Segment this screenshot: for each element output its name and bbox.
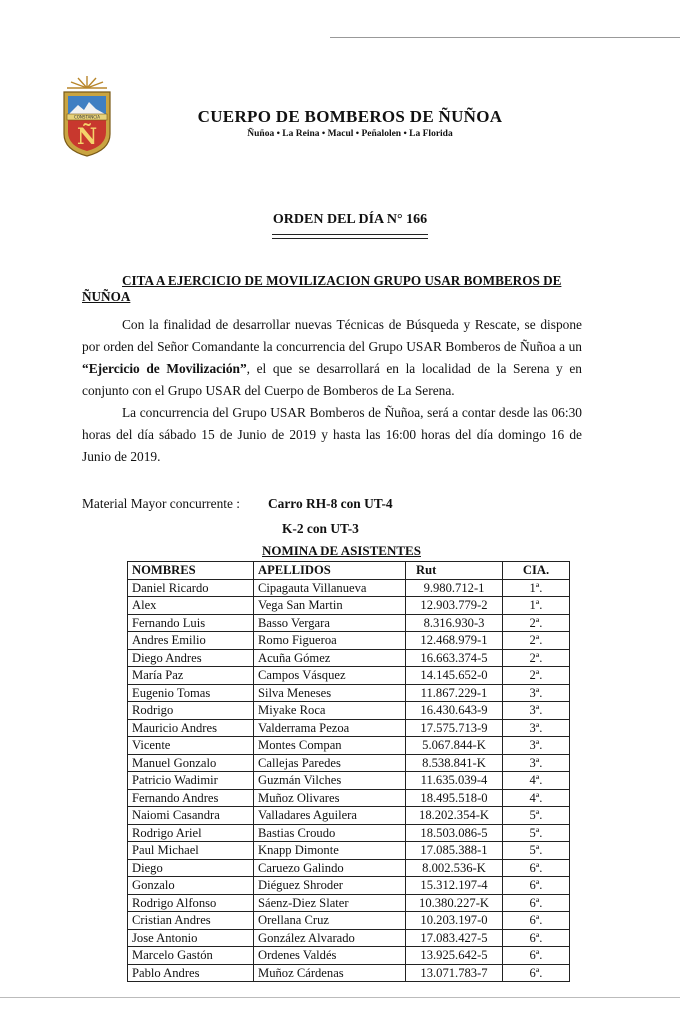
table-row	[128, 702, 570, 720]
cell-nombres: Rodrigo Ariel	[128, 824, 254, 842]
cell-rut: 17.575.713-9	[406, 719, 503, 737]
cell-apellidos: Acuña Gómez	[254, 649, 406, 667]
table-row	[128, 912, 570, 930]
cell-rut: 16.663.374-5	[406, 649, 503, 667]
cell-cia: 3ª.	[503, 737, 570, 755]
cell-apellidos: Montes Compan	[254, 737, 406, 755]
header-rut: Rut	[406, 562, 503, 580]
cell-nombres: Naiomi Casandra	[128, 807, 254, 825]
cell-rut: 12.468.979-1	[406, 632, 503, 650]
cell-rut: 15.312.197-4	[406, 877, 503, 895]
cell-nombres: Eugenio Tomas	[128, 684, 254, 702]
table-row	[128, 894, 570, 912]
cell-apellidos: Valderrama Pezoa	[254, 719, 406, 737]
cell-rut: 8.316.930-3	[406, 614, 503, 632]
body-paragraph-2: La concurrencia del Grupo USAR Bomberos de Ñuñoa, será a contar desde las 06:30 horas del día sábado 15 de Junio de 2019 y hasta las 16:00 horas del día domingo 16 de Junio de 2019.	[82, 405, 582, 464]
table-row	[128, 859, 570, 877]
cell-apellidos: Sáenz-Diez Slater	[254, 894, 406, 912]
cell-apellidos: Muñoz Olivares	[254, 789, 406, 807]
cell-apellidos: Campos Vásquez	[254, 667, 406, 685]
organization-communes: Ñuñoa • La Reina • Macul • Peñalolen • La Florida	[247, 129, 453, 139]
table-row	[128, 614, 570, 632]
cell-rut: 12.903.779-2	[406, 597, 503, 615]
cell-rut: 5.067.844-K	[406, 737, 503, 755]
cell-apellidos: Orellana Cruz	[254, 912, 406, 930]
cell-cia: 4ª.	[503, 772, 570, 790]
table-row	[128, 772, 570, 790]
cell-cia: 6ª.	[503, 859, 570, 877]
table-row	[128, 632, 570, 650]
table-row	[128, 579, 570, 597]
cell-rut: 10.203.197-0	[406, 912, 503, 930]
cell-cia: 3ª.	[503, 702, 570, 720]
cell-apellidos: Ordenes Valdés	[254, 947, 406, 965]
title-double-underline	[272, 238, 428, 239]
cell-apellidos: Callejas Paredes	[254, 754, 406, 772]
cell-nombres: Vicente	[128, 737, 254, 755]
table-row	[128, 929, 570, 947]
cell-cia: 6ª.	[503, 947, 570, 965]
cell-apellidos: Muñoz Cárdenas	[254, 964, 406, 982]
cell-nombres: Rodrigo	[128, 702, 254, 720]
subject-heading: CITA A EJERCICIO DE MOVILIZACION GRUPO USAR BOMBEROS DE ÑUÑOA	[82, 273, 562, 304]
cell-apellidos: Miyake Roca	[254, 702, 406, 720]
cell-rut: 11.867.229-1	[406, 684, 503, 702]
cell-cia: 2ª.	[503, 667, 570, 685]
cell-cia: 6ª.	[503, 964, 570, 982]
table-row	[128, 754, 570, 772]
cell-nombres: Cristian Andres	[128, 912, 254, 930]
order-number-title: ORDEN DEL DÍA N° 166	[272, 212, 428, 227]
cell-rut: 10.380.227-K	[406, 894, 503, 912]
header-apellidos: APELLIDOS	[254, 562, 406, 580]
table-row	[128, 719, 570, 737]
table-header-row	[128, 562, 570, 580]
table-row	[128, 667, 570, 685]
table-row	[128, 877, 570, 895]
cell-cia: 4ª.	[503, 789, 570, 807]
svg-text:Ñ: Ñ	[76, 124, 98, 150]
roster-title: NOMINA DE ASISTENTES	[262, 543, 421, 558]
cell-nombres: María Paz	[128, 667, 254, 685]
cell-apellidos: Basso Vergara	[254, 614, 406, 632]
cell-cia: 5ª.	[503, 807, 570, 825]
cell-rut: 17.083.427-5	[406, 929, 503, 947]
cell-apellidos: Vega San Martin	[254, 597, 406, 615]
svg-text:CONSTANCIA: CONSTANCIA	[73, 114, 101, 120]
cell-cia: 1ª.	[503, 579, 570, 597]
cell-apellidos: Caruezo Galindo	[254, 859, 406, 877]
cell-nombres: Mauricio Andres	[128, 719, 254, 737]
cell-cia: 6ª.	[503, 912, 570, 930]
cell-nombres: Alex	[128, 597, 254, 615]
cell-rut: 9.980.712-1	[406, 579, 503, 597]
cell-nombres: Jose Antonio	[128, 929, 254, 947]
cell-nombres: Fernando Luis	[128, 614, 254, 632]
table-row	[128, 597, 570, 615]
cell-apellidos: Guzmán Vilches	[254, 772, 406, 790]
attendees-table	[127, 561, 570, 982]
cell-nombres: Gonzalo	[128, 877, 254, 895]
cell-nombres: Rodrigo Alfonso	[128, 894, 254, 912]
cell-nombres: Paul Michael	[128, 842, 254, 860]
title-double-underline	[272, 234, 428, 235]
table-row	[128, 842, 570, 860]
material-value-1: Carro RH-8 con UT-4	[268, 496, 393, 511]
material-label: Material Mayor concurrente :	[82, 496, 241, 511]
cell-cia: 1ª.	[503, 597, 570, 615]
cell-rut: 16.430.643-9	[406, 702, 503, 720]
scan-bottom-rule	[0, 997, 680, 998]
cell-cia: 6ª.	[503, 894, 570, 912]
fire-department-crest-icon	[58, 72, 116, 158]
cell-nombres: Daniel Ricardo	[128, 579, 254, 597]
cell-nombres: Andres Emilio	[128, 632, 254, 650]
cell-nombres: Manuel Gonzalo	[128, 754, 254, 772]
cell-cia: 2ª.	[503, 632, 570, 650]
table-row	[128, 824, 570, 842]
cell-rut: 18.503.086-5	[406, 824, 503, 842]
material-value-2: K-2 con UT-3	[282, 521, 359, 536]
cell-cia: 6ª.	[503, 877, 570, 895]
cell-rut: 14.145.652-0	[406, 667, 503, 685]
cell-rut: 11.635.039-4	[406, 772, 503, 790]
cell-nombres: Patricio Wadimir	[128, 772, 254, 790]
cell-nombres: Fernando Andres	[128, 789, 254, 807]
cell-apellidos: Valladares Aguilera	[254, 807, 406, 825]
cell-apellidos: Silva Meneses	[254, 684, 406, 702]
body-paragraph-1: Con la finalidad de desarrollar nuevas Técnicas de Búsqueda y Rescate, se dispone por orden del Señor Comandante la concurrencia del Grupo USAR Bomberos de Ñuñoa a un “Ejercicio de Movilización”, el que se desarrollará en la localidad de la Serena y en conjunto con el Grupo USAR del Cuerpo de Bomberos de La Serena.	[82, 317, 582, 398]
cell-cia: 3ª.	[503, 754, 570, 772]
cell-nombres: Marcelo Gastón	[128, 947, 254, 965]
table-row	[128, 964, 570, 982]
cell-apellidos: Knapp Dimonte	[254, 842, 406, 860]
cell-cia: 3ª.	[503, 719, 570, 737]
cell-cia: 5ª.	[503, 842, 570, 860]
cell-rut: 17.085.388-1	[406, 842, 503, 860]
organization-name: CUERPO DE BOMBEROS DE ÑUÑOA	[197, 107, 503, 126]
cell-rut: 13.925.642-5	[406, 947, 503, 965]
cell-nombres: Diego	[128, 859, 254, 877]
cell-cia: 2ª.	[503, 614, 570, 632]
table-row	[128, 947, 570, 965]
table-row	[128, 789, 570, 807]
cell-cia: 5ª.	[503, 824, 570, 842]
cell-cia: 6ª.	[503, 929, 570, 947]
header-cia: CIA.	[503, 562, 570, 580]
cell-cia: 2ª.	[503, 649, 570, 667]
cell-nombres: Pablo Andres	[128, 964, 254, 982]
cell-rut: 18.202.354-K	[406, 807, 503, 825]
cell-rut: 8.002.536-K	[406, 859, 503, 877]
table-row	[128, 649, 570, 667]
table-row	[128, 807, 570, 825]
cell-apellidos: Romo Figueroa	[254, 632, 406, 650]
cell-rut: 8.538.841-K	[406, 754, 503, 772]
cell-apellidos: Bastias Croudo	[254, 824, 406, 842]
header-nombres: NOMBRES	[128, 562, 254, 580]
cell-nombres: Diego Andres	[128, 649, 254, 667]
cell-apellidos: Cipagauta Villanueva	[254, 579, 406, 597]
cell-rut: 13.071.783-7	[406, 964, 503, 982]
cell-apellidos: Diéguez Shroder	[254, 877, 406, 895]
cell-rut: 18.495.518-0	[406, 789, 503, 807]
table-row	[128, 737, 570, 755]
cell-apellidos: González Alvarado	[254, 929, 406, 947]
scan-top-rule	[330, 37, 680, 38]
cell-cia: 3ª.	[503, 684, 570, 702]
table-row	[128, 684, 570, 702]
